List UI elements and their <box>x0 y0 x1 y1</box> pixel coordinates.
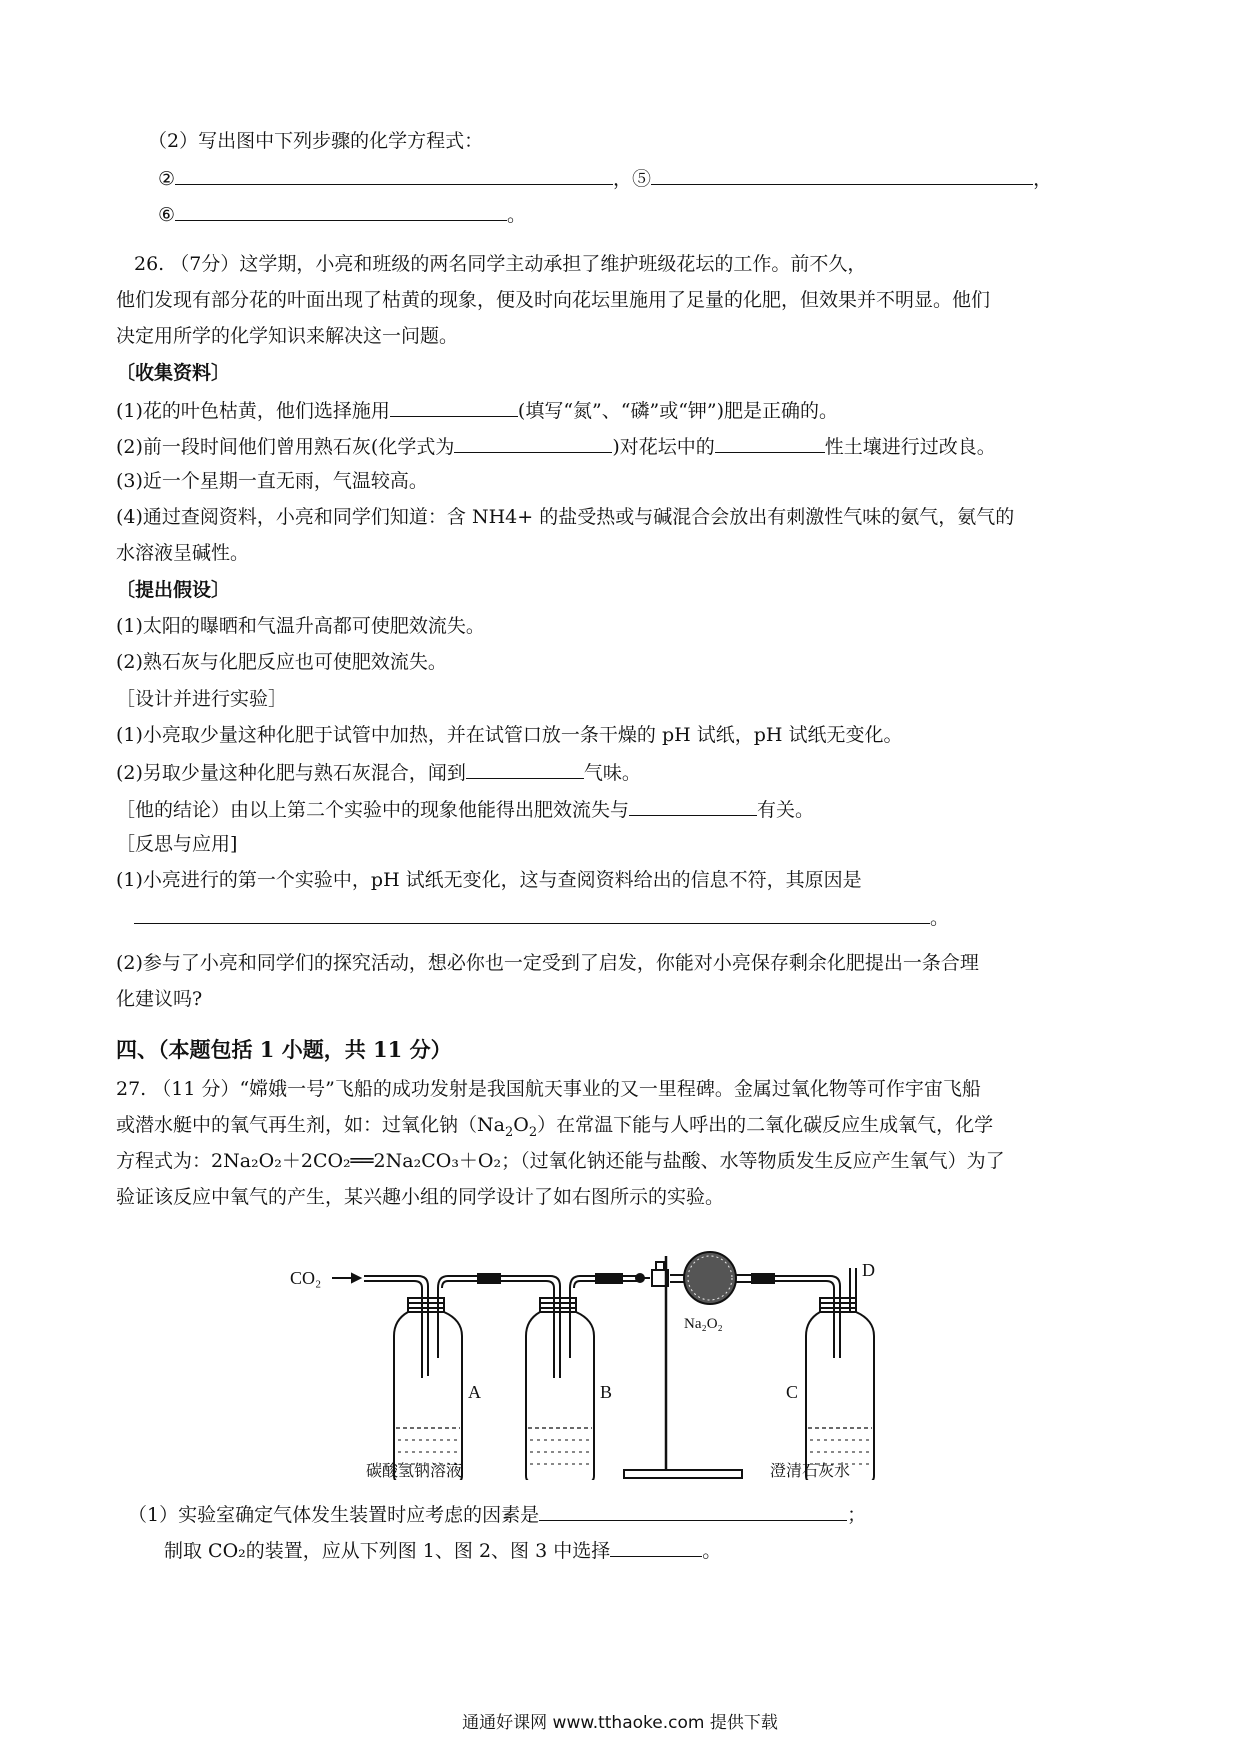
collect-item-1 <box>116 396 838 424</box>
blank-device-factors[interactable] <box>539 1500 847 1521</box>
co2-arrow-head <box>352 1274 360 1282</box>
q27-line-4: 验证该反应中氧气的产生，某兴趣小组的同学设计了如右图所示的实验。 <box>116 1186 725 1208</box>
experiment-heading: ［设计并进行实验］ <box>116 688 288 710</box>
q25-end-5: ， <box>1033 168 1053 190</box>
q27-sub-1: 2 <box>504 1124 514 1140</box>
tube-a-b <box>438 1276 560 1378</box>
collect-item-2-text-c: 性土壤进行过改良。 <box>824 436 996 458</box>
q27-part1b-end: 。 <box>702 1540 722 1562</box>
rubber-joint-1 <box>478 1274 500 1283</box>
blank-soil-type[interactable] <box>715 432 825 453</box>
experiment-1: (1)小亮取少量这种化肥于试管中加热，并在试管口放一条干燥的 pH 试纸，pH 试纸无变化。 <box>116 724 903 746</box>
blank-step2-equation[interactable] <box>175 164 613 185</box>
q27-part1b-text: 制取 CO₂的装置，应从下列图 1、图 2、图 3 中选择 <box>164 1540 611 1562</box>
q26-intro-1: 26. （7分）这学期，小亮和班级的两名同学主动承担了维护班级花坛的工作。前不久， <box>134 253 867 275</box>
q27-line-3: 方程式为：2Na₂O₂＋2CO₂══2Na₂CO₃＋O₂；（过氧化钠还能与盐酸、水等物质发生反应产生氧气）为了 <box>116 1150 1005 1172</box>
reflection-2-line2: 化建议吗? <box>116 988 203 1010</box>
reflection-heading: ［反思与应用] <box>116 833 238 855</box>
reflection-1-end: 。 <box>930 907 950 929</box>
collect-item-3: (3)近一个星期一直无雨，气温较高。 <box>116 470 428 492</box>
blank-fertilizer-type[interactable] <box>390 396 518 417</box>
q25-mark-5: ，⑤ <box>613 168 652 190</box>
conclusion-text-b: 有关。 <box>757 799 815 821</box>
blank-conclusion[interactable] <box>629 795 757 816</box>
q27-sub-2: 2 <box>528 1124 538 1140</box>
label-sol-a: 碳酸氢钠溶液 <box>366 1461 463 1480</box>
collect-info-heading: 〔收集资料〕 <box>116 362 231 384</box>
blank-co2-device[interactable] <box>610 1536 702 1557</box>
hypothesis-heading: 〔提出假设〕 <box>116 579 231 601</box>
q27-part1-text: （1）实验室确定气体发生装置时应考虑的因素是 <box>128 1504 540 1526</box>
section-4-heading: 四、（本题包括 1 小题，共 11 分） <box>116 1037 452 1062</box>
collect-item-1-text-b: (填写“氮”、“磷”或“钾”)肥是正确的。 <box>517 400 839 422</box>
experiment-2-text-a: (2)另取少量这种化肥与熟石灰混合，闻到 <box>116 762 466 784</box>
label-d: D <box>862 1260 875 1280</box>
reflection-1: (1)小亮进行的第一个实验中，pH 试纸无变化，这与查阅资料给出的信息不符，其原因是 <box>116 869 862 891</box>
reflection-1-answer <box>134 903 949 931</box>
blank-reason[interactable] <box>134 903 930 924</box>
label-b: B <box>600 1382 613 1402</box>
na2o2-tube <box>670 1252 774 1304</box>
collect-item-4-line1: (4)通过查阅资料，小亮和同学们知道：含 NH4+ 的盐受热或与碱混合会放出有刺激性气味的氨气，氨气的 <box>116 506 1015 528</box>
blank-slaked-lime-formula[interactable] <box>454 432 612 453</box>
q27-part1-end: ； <box>847 1504 867 1526</box>
collect-item-4-line2: 水溶液呈碱性。 <box>116 542 250 564</box>
conclusion <box>116 795 814 823</box>
conclusion-text-a: ［他的结论）由以上第二个实验中的现象他能得出肥效流失与 <box>116 799 630 821</box>
hypothesis-1: (1)太阳的曝晒和气温升高都可使肥效流失。 <box>116 615 485 637</box>
label-sol-c: 澄清石灰水 <box>770 1461 851 1480</box>
collect-item-2 <box>116 432 996 460</box>
q25-part2-prompt: （2）写出图中下列步骤的化学方程式： <box>148 130 484 152</box>
reflection-2-line1: (2)参与了小亮和同学们的探究活动，想必你也一定受到了启发，你能对小亮保存剩余化肥提出一条合理 <box>116 952 979 974</box>
hypothesis-2: (2)熟石灰与化肥反应也可使肥效流失。 <box>116 651 447 673</box>
blank-step6-equation[interactable] <box>175 200 507 221</box>
collect-item-2-text-a: (2)前一段时间他们曾用熟石灰(化学式为 <box>116 436 455 458</box>
q26-intro-3: 决定用所学的化学知识来解决这一问题。 <box>116 325 459 347</box>
experiment-2 <box>116 758 641 786</box>
q27-line-2-b: O <box>513 1114 529 1136</box>
q25-end-6: 。 <box>507 204 527 226</box>
label-a: A <box>468 1382 481 1402</box>
q25-answer-row-2 <box>158 200 526 228</box>
q26-intro-2: 他们发现有部分花的叶面出现了枯黄的现象，便及时向花坛里施用了足量的化肥，但效果并不明显。他们 <box>116 289 991 311</box>
q27-line-2-a: 或潜水艇中的氧气再生剂，如：过氧化钠（Na <box>116 1114 505 1136</box>
blank-step5-equation[interactable] <box>651 164 1033 185</box>
q25-answer-row-1 <box>158 164 1052 192</box>
q27-line-2 <box>116 1112 993 1138</box>
q27-line-1: 27. （11 分）“嫦娥一号”飞船的成功发射是我国航天事业的又一里程碑。金属过氧化物等可作宇宙飞船 <box>116 1078 981 1100</box>
collect-item-1-text-a: (1)花的叶色枯黄，他们选择施用 <box>116 400 390 422</box>
apparatus-figure <box>290 1248 960 1480</box>
page-footer: 通通好课网 www.tthaoke.com 提供下载 <box>462 1713 778 1733</box>
label-c: C <box>786 1382 799 1402</box>
q27-line-2-c: ）在常温下能与人呼出的二氧化碳反应生成氧气，化学 <box>537 1114 994 1136</box>
label-na2o2: Na₂O₂ <box>684 1316 723 1332</box>
q27-part1 <box>128 1500 866 1528</box>
blank-smell[interactable] <box>466 758 584 779</box>
experiment-2-text-b: 气味。 <box>583 762 641 784</box>
rubber-joint-2 <box>596 1274 622 1283</box>
q25-mark-2: ② <box>158 168 176 190</box>
q25-mark-6: ⑥ <box>158 204 176 226</box>
label-co2: CO₂ <box>290 1268 322 1288</box>
q27-part1b <box>164 1536 721 1564</box>
collect-item-2-text-b: )对花坛中的 <box>612 436 715 458</box>
